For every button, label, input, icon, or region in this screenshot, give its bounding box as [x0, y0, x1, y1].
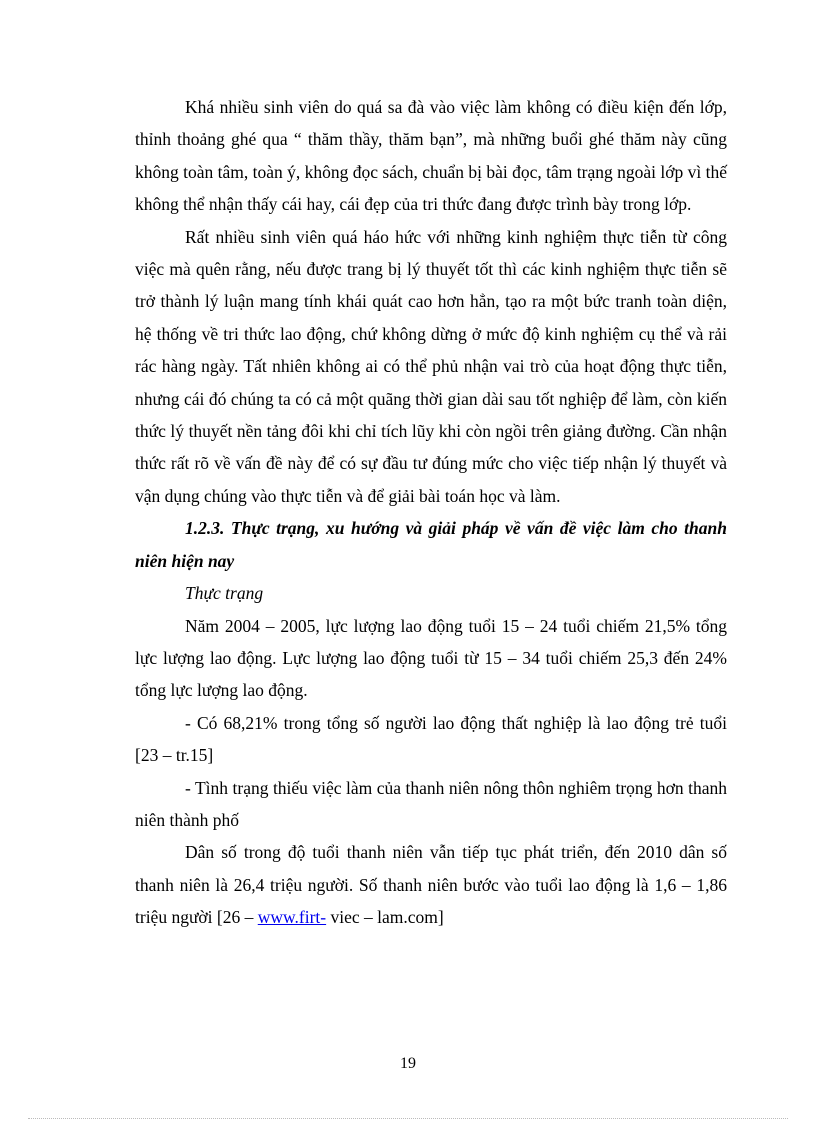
paragraph-students-busy-work: Khá nhiều sinh viên do quá sa đà vào việc làm không có điều kiện đến lớp, thỉnh thoảng ghé qua “ thăm thầy, thăm bạn”, mà những buổi ghé thăm này cũng không toàn tâm, toàn ý, không đọc sách, chuẩn bị bài đọc, tâm trạng ngoài lớp vì thế không thể nhận thấy cái hay, cái đẹp của tri thức đang được trình bày trong lớp. [135, 97, 727, 215]
section-heading: 1.2.3. Thực trạng, xu hướng và giải pháp về vấn đề việc làm cho thanh niên hiện nay [135, 518, 727, 571]
paragraph-population-growth [135, 836, 727, 933]
body-text [135, 91, 727, 934]
population-text-after-link: viec – lam.com] [326, 907, 444, 928]
paragraph-unemployment-youth: - Có 68,21% trong tổng số người lao động thất nghiệp là lao động trẻ tuổi [23 – tr.15] [135, 712, 727, 766]
page-bottom-divider [28, 1118, 788, 1119]
page-number: 19 [400, 1055, 416, 1072]
paragraph-rural-underemployment: - Tình trạng thiếu việc làm của thanh niên nông thôn nghiêm trọng hơn thanh niên thành phố [135, 777, 727, 830]
paragraph-practical-experience: Rất nhiều sinh viên quá háo hức với những kinh nghiệm thực tiễn từ công việc mà quên rằng, nếu được trang bị lý thuyết tốt thì các kinh nghiệm thực tiễn sẽ trở thành lý luận mang tính khái quát cao hơn hẳn, tạo ra một bức tranh toàn diện, hệ thống về tri thức lao động, chứ không dừng ở mức độ kinh nghiệm cụ thể và rải rác hàng ngày. Tất nhiên không ai có thể phủ nhận vai trò của hoạt động thực tiễn, nhưng cái đó chúng ta có cả một quãng thời gian dài sau tốt nghiệp để làm, còn kiến thức lý thuyết nền tảng đôi khi chỉ tích lũy khi còn ngồi trên giảng đường. Cần nhận thức rất rõ về vấn đề này để có sự đầu tư đúng mức cho việc tiếp nhận lý thuyết và vận dụng chúng vào thực tiễn và để giải bài toán học và làm. [135, 226, 727, 506]
source-link[interactable]: www.firt- [257, 907, 327, 928]
subheading-thuc-trang: Thực trạng [185, 583, 264, 604]
paragraph-labor-force-stats: Năm 2004 – 2005, lực lượng lao động tuổi 15 – 24 tuổi chiếm 21,5% tổng lực lượng lao động. Lực lượng lao động tuổi từ 15 – 34 tuổi chiếm 25,3 đến 24% tổng lực lượng lao động. [135, 615, 727, 701]
population-text-before-link: Dân số trong độ tuổi thanh niên vẫn tiếp tục phát triển, đến 2010 dân số thanh niên là 26,4 triệu người. Số thanh niên bước vào tuổi lao động là 1,6 – 1,86 triệu người [26 – [135, 842, 727, 928]
